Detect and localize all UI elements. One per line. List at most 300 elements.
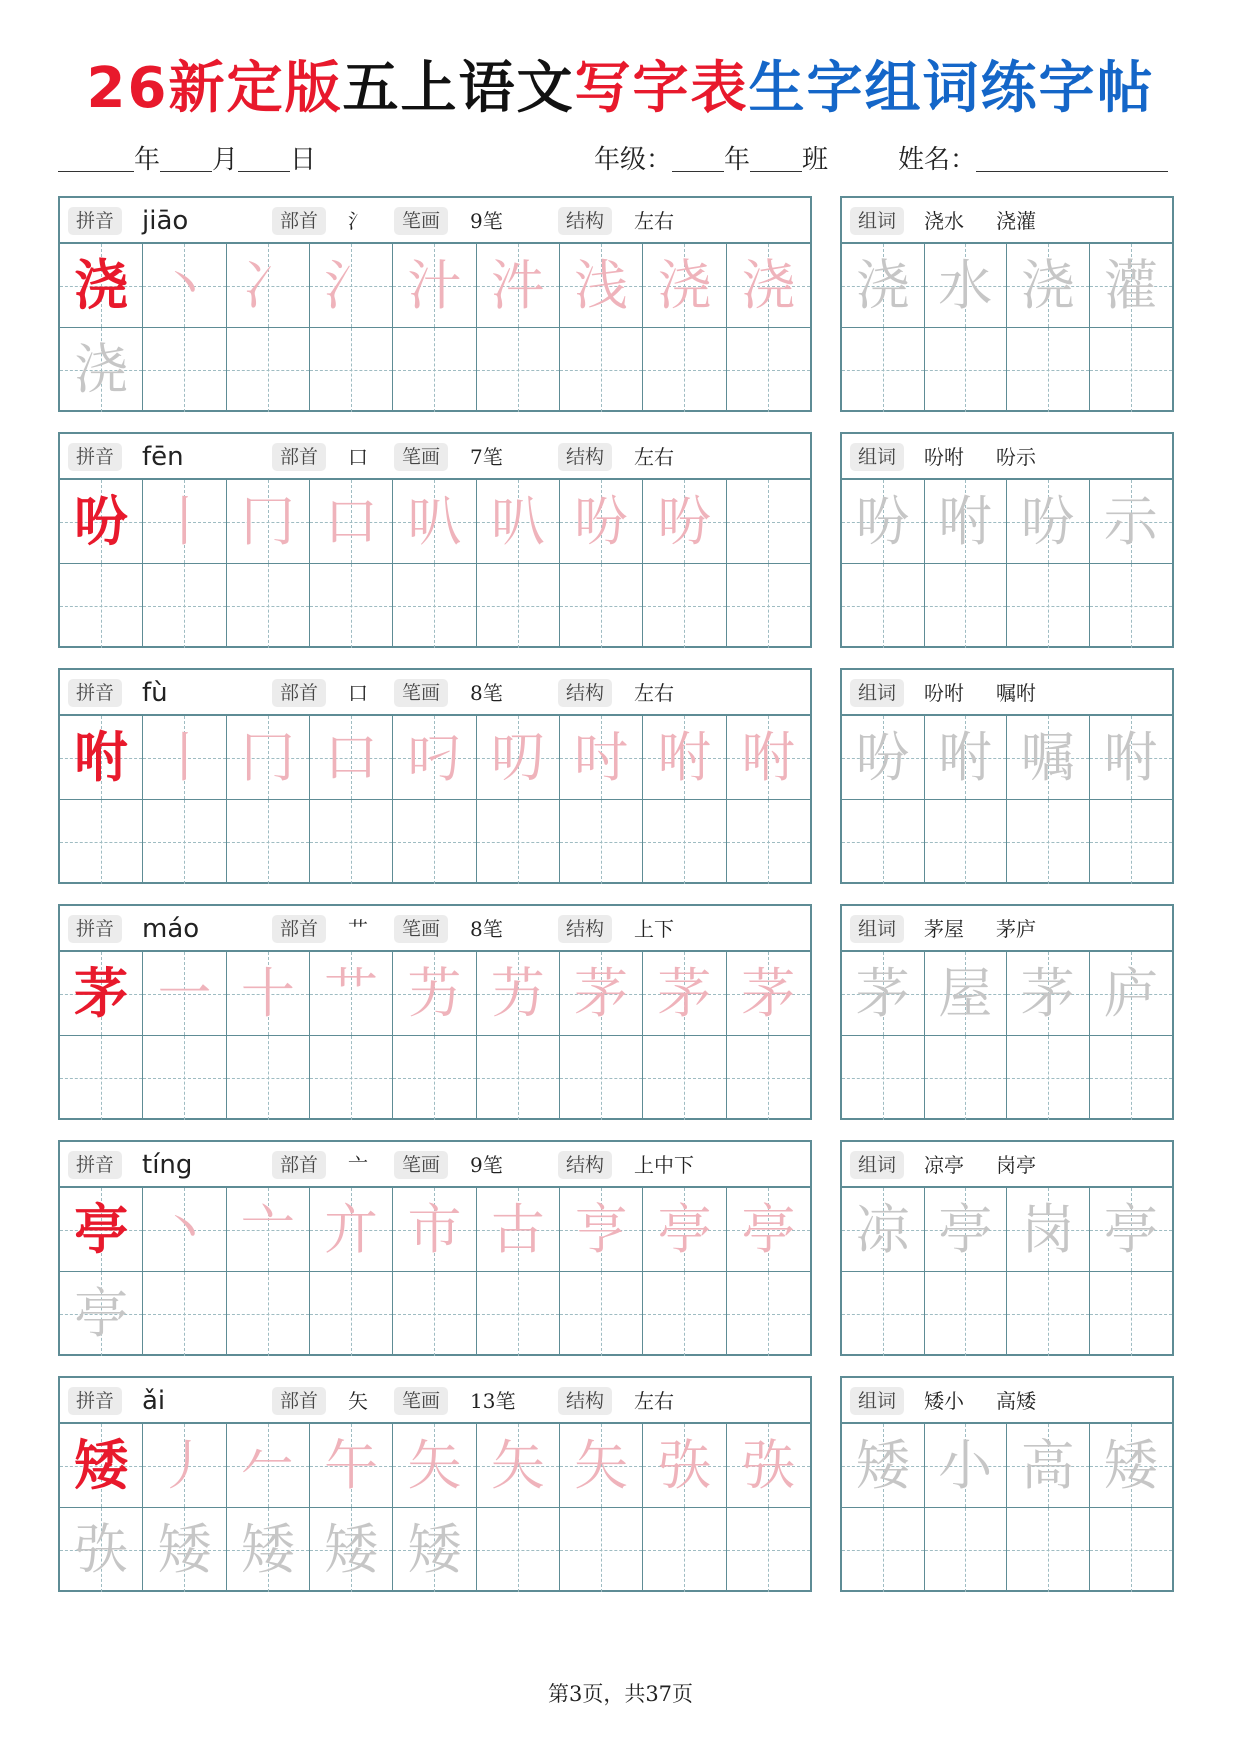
writing-cell[interactable] xyxy=(1090,1272,1173,1356)
writing-cell[interactable] xyxy=(477,716,560,800)
writing-cell[interactable] xyxy=(842,244,925,328)
stroke-order-step: 丶 xyxy=(157,1198,212,1261)
guide-line-vertical xyxy=(268,800,269,884)
guide-line-vertical xyxy=(768,480,769,563)
stroke-order-step: 丨 xyxy=(157,726,212,789)
writing-cell[interactable] xyxy=(477,1188,560,1272)
writing-cell[interactable] xyxy=(925,800,1008,884)
guide-line-vertical xyxy=(1131,800,1132,884)
trace-character: 亭 xyxy=(74,1282,129,1345)
writing-cell[interactable] xyxy=(393,716,476,800)
writing-cell[interactable] xyxy=(310,564,393,648)
stroke-order-step: 矤 xyxy=(741,1434,796,1497)
writing-cell[interactable] xyxy=(143,480,226,564)
writing-cell[interactable] xyxy=(925,564,1008,648)
stroke-order-step: 吋 xyxy=(574,726,629,789)
structure-value: 上下 xyxy=(634,917,674,941)
writing-cell[interactable] xyxy=(227,716,310,800)
writing-cell[interactable] xyxy=(643,328,726,412)
strokes-label: 笔画 xyxy=(394,679,448,707)
writing-cell[interactable] xyxy=(60,1272,143,1356)
guide-line-vertical xyxy=(184,1036,185,1120)
guide-line-vertical xyxy=(101,800,102,884)
writing-cell[interactable] xyxy=(227,1272,310,1356)
writing-cell[interactable] xyxy=(1007,952,1090,1036)
writing-cell[interactable] xyxy=(227,1036,310,1120)
guide-line-vertical xyxy=(601,564,602,648)
writing-cell[interactable] xyxy=(393,1036,476,1120)
class-blank[interactable] xyxy=(750,141,802,172)
pinyin-value: máo xyxy=(142,914,200,944)
writing-cell[interactable] xyxy=(227,1188,310,1272)
trace-character: 咐 xyxy=(938,490,993,553)
stroke-order-step: 浇 xyxy=(741,254,796,317)
writing-cell[interactable] xyxy=(310,800,393,884)
writing-cell[interactable] xyxy=(227,244,310,328)
word-card xyxy=(840,1376,1174,1592)
writing-cell[interactable] xyxy=(1090,1036,1173,1120)
writing-cell[interactable] xyxy=(560,1272,643,1356)
guide-line-vertical xyxy=(601,328,602,412)
writing-cell[interactable] xyxy=(643,800,726,884)
guide-line-vertical xyxy=(768,564,769,648)
guide-line-vertical xyxy=(1048,564,1049,648)
guide-line-vertical xyxy=(268,564,269,648)
writing-cell[interactable] xyxy=(60,244,143,328)
trace-character: 岗 xyxy=(1020,1198,1075,1261)
guide-line-vertical xyxy=(1131,1036,1132,1120)
word-2: 浇灌 xyxy=(996,209,1036,233)
writing-cell[interactable] xyxy=(842,1036,925,1120)
title-part: 写字表 xyxy=(574,56,749,121)
writing-cell[interactable] xyxy=(727,1508,810,1592)
writing-cell[interactable] xyxy=(560,716,643,800)
strokes-label: 笔画 xyxy=(394,207,448,235)
writing-cell[interactable] xyxy=(727,564,810,648)
guide-line-vertical xyxy=(434,1036,435,1120)
writing-cell[interactable] xyxy=(925,1036,1008,1120)
guide-line-vertical xyxy=(1131,328,1132,412)
writing-cell[interactable] xyxy=(477,1036,560,1120)
writing-cell[interactable] xyxy=(643,1424,726,1508)
radical-label: 部首 xyxy=(272,915,326,943)
writing-cell[interactable] xyxy=(310,244,393,328)
writing-cell[interactable] xyxy=(143,716,226,800)
writing-cell[interactable] xyxy=(393,1508,476,1592)
word-info-header xyxy=(842,434,1172,480)
writing-cell[interactable] xyxy=(643,952,726,1036)
guide-line-vertical xyxy=(684,1036,685,1120)
writing-cell[interactable] xyxy=(143,244,226,328)
writing-cell[interactable] xyxy=(1007,1424,1090,1508)
radical-label: 部首 xyxy=(272,1387,326,1415)
guide-line-vertical xyxy=(184,1272,185,1356)
writing-cell[interactable] xyxy=(60,1424,143,1508)
writing-cell[interactable] xyxy=(560,800,643,884)
title-part: 五上语文 xyxy=(342,56,575,121)
writing-cell[interactable] xyxy=(143,1036,226,1120)
stroke-order-step: 汁 xyxy=(407,254,462,317)
guide-line-vertical xyxy=(684,1508,685,1592)
writing-cell[interactable] xyxy=(842,328,925,412)
words-label: 组词 xyxy=(850,915,904,943)
strokes-value: 9笔 xyxy=(470,1153,503,1177)
writing-cell[interactable] xyxy=(310,1508,393,1592)
radical-value: 亠 xyxy=(348,1153,368,1177)
pinyin-value: fēn xyxy=(142,442,184,472)
writing-cell[interactable] xyxy=(1090,480,1173,564)
writing-cell[interactable] xyxy=(477,1272,560,1356)
writing-cell[interactable] xyxy=(1007,800,1090,884)
writing-cell[interactable] xyxy=(143,328,226,412)
day-blank[interactable] xyxy=(238,141,290,172)
writing-cell[interactable] xyxy=(727,1272,810,1356)
writing-cell[interactable] xyxy=(1007,244,1090,328)
stroke-order-step: 茅 xyxy=(657,962,712,1025)
stroke-order-step: 矢 xyxy=(490,1434,545,1497)
writing-cell[interactable] xyxy=(1007,1508,1090,1592)
stroke-order-step: 冂 xyxy=(240,490,295,553)
strokes-label: 笔画 xyxy=(394,915,448,943)
guide-line-vertical xyxy=(184,564,185,648)
writing-cell[interactable] xyxy=(925,328,1008,412)
writing-cell[interactable] xyxy=(727,800,810,884)
stroke-order-step: 古 xyxy=(490,1198,545,1261)
writing-cell[interactable] xyxy=(393,244,476,328)
guide-line-vertical xyxy=(965,564,966,648)
stroke-order-step: 叭 xyxy=(490,490,545,553)
trace-character: 灌 xyxy=(1103,254,1158,317)
writing-cell[interactable] xyxy=(1090,1508,1173,1592)
guide-line-vertical xyxy=(883,564,884,648)
writing-cell[interactable] xyxy=(560,1508,643,1592)
writing-cell[interactable] xyxy=(925,1188,1008,1272)
writing-cell[interactable] xyxy=(477,328,560,412)
year-label: 年 xyxy=(134,145,161,175)
writing-cell[interactable] xyxy=(310,716,393,800)
writing-cell[interactable] xyxy=(560,244,643,328)
writing-cell[interactable] xyxy=(1090,1424,1173,1508)
stroke-order-step: 丿 xyxy=(157,1434,212,1497)
structure-value: 左右 xyxy=(634,209,674,233)
trace-character: 矮 xyxy=(157,1518,212,1581)
writing-cell[interactable] xyxy=(393,1424,476,1508)
writing-cell[interactable] xyxy=(727,952,810,1036)
model-character: 矮 xyxy=(74,1434,129,1497)
writing-cell[interactable] xyxy=(60,564,143,648)
stroke-order-step: 亣 xyxy=(324,1198,379,1261)
writing-cell[interactable] xyxy=(1007,1188,1090,1272)
writing-cell[interactable] xyxy=(393,564,476,648)
day-label: 日 xyxy=(290,145,317,175)
writing-cell[interactable] xyxy=(60,800,143,884)
structure-label: 结构 xyxy=(558,207,612,235)
writing-cell[interactable] xyxy=(1007,716,1090,800)
word-2: 茅庐 xyxy=(996,917,1036,941)
writing-cell[interactable] xyxy=(925,480,1008,564)
word-1: 凉亭 xyxy=(924,1153,964,1177)
guide-line-vertical xyxy=(101,564,102,648)
writing-cell[interactable] xyxy=(477,480,560,564)
writing-cell[interactable] xyxy=(310,328,393,412)
writing-cell[interactable] xyxy=(560,1036,643,1120)
writing-cell[interactable] xyxy=(60,1036,143,1120)
writing-cell[interactable] xyxy=(560,480,643,564)
writing-cell[interactable] xyxy=(393,1272,476,1356)
pinyin-label: 拼音 xyxy=(68,1151,122,1179)
stroke-order-step: 浅 xyxy=(574,254,629,317)
guide-line-vertical xyxy=(351,564,352,648)
writing-cell[interactable] xyxy=(143,564,226,648)
trace-character: 浇 xyxy=(855,254,910,317)
structure-label: 结构 xyxy=(558,443,612,471)
stroke-order-step: 矤 xyxy=(657,1434,712,1497)
radical-value: 口 xyxy=(348,445,368,469)
trace-character: 浇 xyxy=(1020,254,1075,317)
guide-line-vertical xyxy=(351,1272,352,1356)
writing-cell[interactable] xyxy=(143,1188,226,1272)
writing-cell[interactable] xyxy=(1090,328,1173,412)
writing-cell[interactable] xyxy=(477,952,560,1036)
word-1: 浇水 xyxy=(924,209,964,233)
writing-cell[interactable] xyxy=(227,800,310,884)
stroke-order-step: 叨 xyxy=(490,726,545,789)
guide-line-vertical xyxy=(965,1272,966,1356)
writing-cell[interactable] xyxy=(310,480,393,564)
writing-cell[interactable] xyxy=(1090,716,1173,800)
character-card xyxy=(58,668,812,884)
writing-cell[interactable] xyxy=(1007,328,1090,412)
trace-character: 矤 xyxy=(74,1518,129,1581)
stroke-order-step: 咐 xyxy=(741,726,796,789)
word-info-header xyxy=(842,1378,1172,1424)
writing-cell[interactable] xyxy=(727,328,810,412)
writing-cell[interactable] xyxy=(643,564,726,648)
writing-cell[interactable] xyxy=(842,952,925,1036)
guide-line-vertical xyxy=(601,800,602,884)
guide-line-vertical xyxy=(351,328,352,412)
writing-cell[interactable] xyxy=(393,1188,476,1272)
stroke-order-step: 口 xyxy=(324,490,379,553)
writing-cell[interactable] xyxy=(727,1424,810,1508)
writing-cell[interactable] xyxy=(477,244,560,328)
writing-cell[interactable] xyxy=(842,716,925,800)
writing-cell[interactable] xyxy=(60,1188,143,1272)
grade-year-blank[interactable] xyxy=(672,141,724,172)
month-blank[interactable] xyxy=(160,141,212,172)
trace-character: 咐 xyxy=(1103,726,1158,789)
writing-cell[interactable] xyxy=(227,564,310,648)
writing-cell[interactable] xyxy=(727,480,810,564)
writing-cell[interactable] xyxy=(727,1188,810,1272)
writing-cell[interactable] xyxy=(560,1188,643,1272)
writing-cell[interactable] xyxy=(143,800,226,884)
writing-cell[interactable] xyxy=(310,1188,393,1272)
character-card xyxy=(58,904,812,1120)
writing-cell[interactable] xyxy=(1007,480,1090,564)
writing-cell[interactable] xyxy=(643,716,726,800)
writing-cell[interactable] xyxy=(1090,952,1173,1036)
character-info-header xyxy=(60,1142,810,1188)
structure-value: 左右 xyxy=(634,681,674,705)
writing-cell[interactable] xyxy=(310,1272,393,1356)
pinyin-value: jiāo xyxy=(142,206,189,236)
guide-line-vertical xyxy=(101,1036,102,1120)
writing-cell[interactable] xyxy=(925,716,1008,800)
radical-label: 部首 xyxy=(272,679,326,707)
writing-cell[interactable] xyxy=(842,480,925,564)
writing-cell[interactable] xyxy=(310,1036,393,1120)
writing-cell[interactable] xyxy=(842,800,925,884)
writing-cell[interactable] xyxy=(1090,800,1173,884)
writing-cell[interactable] xyxy=(393,328,476,412)
words-label: 组词 xyxy=(850,679,904,707)
structure-value: 上中下 xyxy=(634,1153,694,1177)
writing-cell[interactable] xyxy=(560,952,643,1036)
radical-label: 部首 xyxy=(272,207,326,235)
writing-cell[interactable] xyxy=(60,952,143,1036)
writing-cell[interactable] xyxy=(727,716,810,800)
writing-cell[interactable] xyxy=(60,328,143,412)
stroke-order-step: 叭 xyxy=(407,490,462,553)
trace-character: 亭 xyxy=(938,1198,993,1261)
writing-cell[interactable] xyxy=(227,328,310,412)
trace-character: 浇 xyxy=(74,338,129,401)
guide-line-vertical xyxy=(1131,1508,1132,1592)
writing-cell[interactable] xyxy=(925,244,1008,328)
writing-cell[interactable] xyxy=(60,1508,143,1592)
date-grade-name-line xyxy=(58,140,1184,180)
structure-label: 结构 xyxy=(558,679,612,707)
writing-cell[interactable] xyxy=(60,480,143,564)
writing-cell[interactable] xyxy=(842,1188,925,1272)
guide-line-vertical xyxy=(1048,328,1049,412)
word-2: 嘱咐 xyxy=(996,681,1036,705)
trace-character: 吩 xyxy=(855,490,910,553)
writing-cell[interactable] xyxy=(477,564,560,648)
writing-cell[interactable] xyxy=(842,1272,925,1356)
writing-cell[interactable] xyxy=(393,800,476,884)
writing-cell[interactable] xyxy=(1007,1272,1090,1356)
stroke-order-step: 亭 xyxy=(741,1198,796,1261)
writing-cell[interactable] xyxy=(227,480,310,564)
structure-label: 结构 xyxy=(558,915,612,943)
writing-cell[interactable] xyxy=(477,1424,560,1508)
writing-cell[interactable] xyxy=(227,1508,310,1592)
writing-cell[interactable] xyxy=(1090,244,1173,328)
guide-line-vertical xyxy=(184,328,185,412)
radical-label: 部首 xyxy=(272,443,326,471)
writing-cell[interactable] xyxy=(60,716,143,800)
year-blank[interactable] xyxy=(58,141,134,172)
writing-cell[interactable] xyxy=(227,1424,310,1508)
writing-cell[interactable] xyxy=(727,244,810,328)
guide-line-vertical xyxy=(268,328,269,412)
writing-cell[interactable] xyxy=(925,952,1008,1036)
writing-cell[interactable] xyxy=(310,1424,393,1508)
guide-line-vertical xyxy=(268,1272,269,1356)
month-label: 月 xyxy=(212,145,239,175)
writing-cell[interactable] xyxy=(1007,1036,1090,1120)
grade-label: 年级： xyxy=(594,145,673,175)
writing-cell[interactable] xyxy=(727,1036,810,1120)
writing-cell[interactable] xyxy=(393,480,476,564)
guide-line-vertical xyxy=(1048,1036,1049,1120)
writing-cell[interactable] xyxy=(842,564,925,648)
writing-cell[interactable] xyxy=(143,1424,226,1508)
stroke-order-step: 矢 xyxy=(574,1434,629,1497)
writing-cell[interactable] xyxy=(310,952,393,1036)
writing-cell[interactable] xyxy=(1090,564,1173,648)
trace-character: 吩 xyxy=(1020,490,1075,553)
name-blank[interactable] xyxy=(976,141,1168,172)
strokes-label: 笔画 xyxy=(394,1151,448,1179)
writing-cell[interactable] xyxy=(925,1272,1008,1356)
word-2: 岗亭 xyxy=(996,1153,1036,1177)
character-info-header xyxy=(60,906,810,952)
writing-cell[interactable] xyxy=(1090,1188,1173,1272)
writing-cell[interactable] xyxy=(842,1424,925,1508)
model-character: 亭 xyxy=(74,1198,129,1261)
guide-line-vertical xyxy=(518,1036,519,1120)
guide-line-vertical xyxy=(351,1036,352,1120)
writing-cell[interactable] xyxy=(560,1424,643,1508)
guide-line-vertical xyxy=(883,1036,884,1120)
structure-label: 结构 xyxy=(558,1151,612,1179)
writing-cell[interactable] xyxy=(477,800,560,884)
guide-line-vertical xyxy=(1131,564,1132,648)
writing-cell[interactable] xyxy=(393,952,476,1036)
word-1: 吩咐 xyxy=(924,445,964,469)
writing-cell[interactable] xyxy=(925,1424,1008,1508)
guide-line-vertical xyxy=(1048,1272,1049,1356)
writing-cell[interactable] xyxy=(143,1508,226,1592)
writing-cell[interactable] xyxy=(643,1036,726,1120)
writing-cell[interactable] xyxy=(560,328,643,412)
writing-cell[interactable] xyxy=(227,952,310,1036)
guide-line-vertical xyxy=(518,1508,519,1592)
stroke-order-step: 丨 xyxy=(157,490,212,553)
writing-cell[interactable] xyxy=(143,952,226,1036)
writing-cell[interactable] xyxy=(643,1272,726,1356)
writing-cell[interactable] xyxy=(643,1508,726,1592)
guide-line-vertical xyxy=(768,328,769,412)
character-info-header xyxy=(60,434,810,480)
trace-character: 矮 xyxy=(407,1518,462,1581)
writing-cell[interactable] xyxy=(477,1508,560,1592)
stroke-order-step: 亭 xyxy=(657,1198,712,1261)
word-card xyxy=(840,1140,1174,1356)
writing-cell[interactable] xyxy=(842,1508,925,1592)
guide-line-vertical xyxy=(434,328,435,412)
writing-cell[interactable] xyxy=(925,1508,1008,1592)
writing-cell[interactable] xyxy=(1007,564,1090,648)
model-character: 茅 xyxy=(74,962,129,1025)
writing-cell[interactable] xyxy=(143,1272,226,1356)
writing-cell[interactable] xyxy=(643,1188,726,1272)
model-character: 吩 xyxy=(74,490,129,553)
writing-cell[interactable] xyxy=(560,564,643,648)
radical-label: 部首 xyxy=(272,1151,326,1179)
trace-character: 咐 xyxy=(938,726,993,789)
writing-cell[interactable] xyxy=(643,480,726,564)
structure-value: 左右 xyxy=(634,445,674,469)
writing-cell[interactable] xyxy=(643,244,726,328)
guide-line-vertical xyxy=(965,1508,966,1592)
guide-line-vertical xyxy=(518,1272,519,1356)
trace-character: 庐 xyxy=(1103,962,1158,1025)
guide-line-vertical xyxy=(965,800,966,884)
